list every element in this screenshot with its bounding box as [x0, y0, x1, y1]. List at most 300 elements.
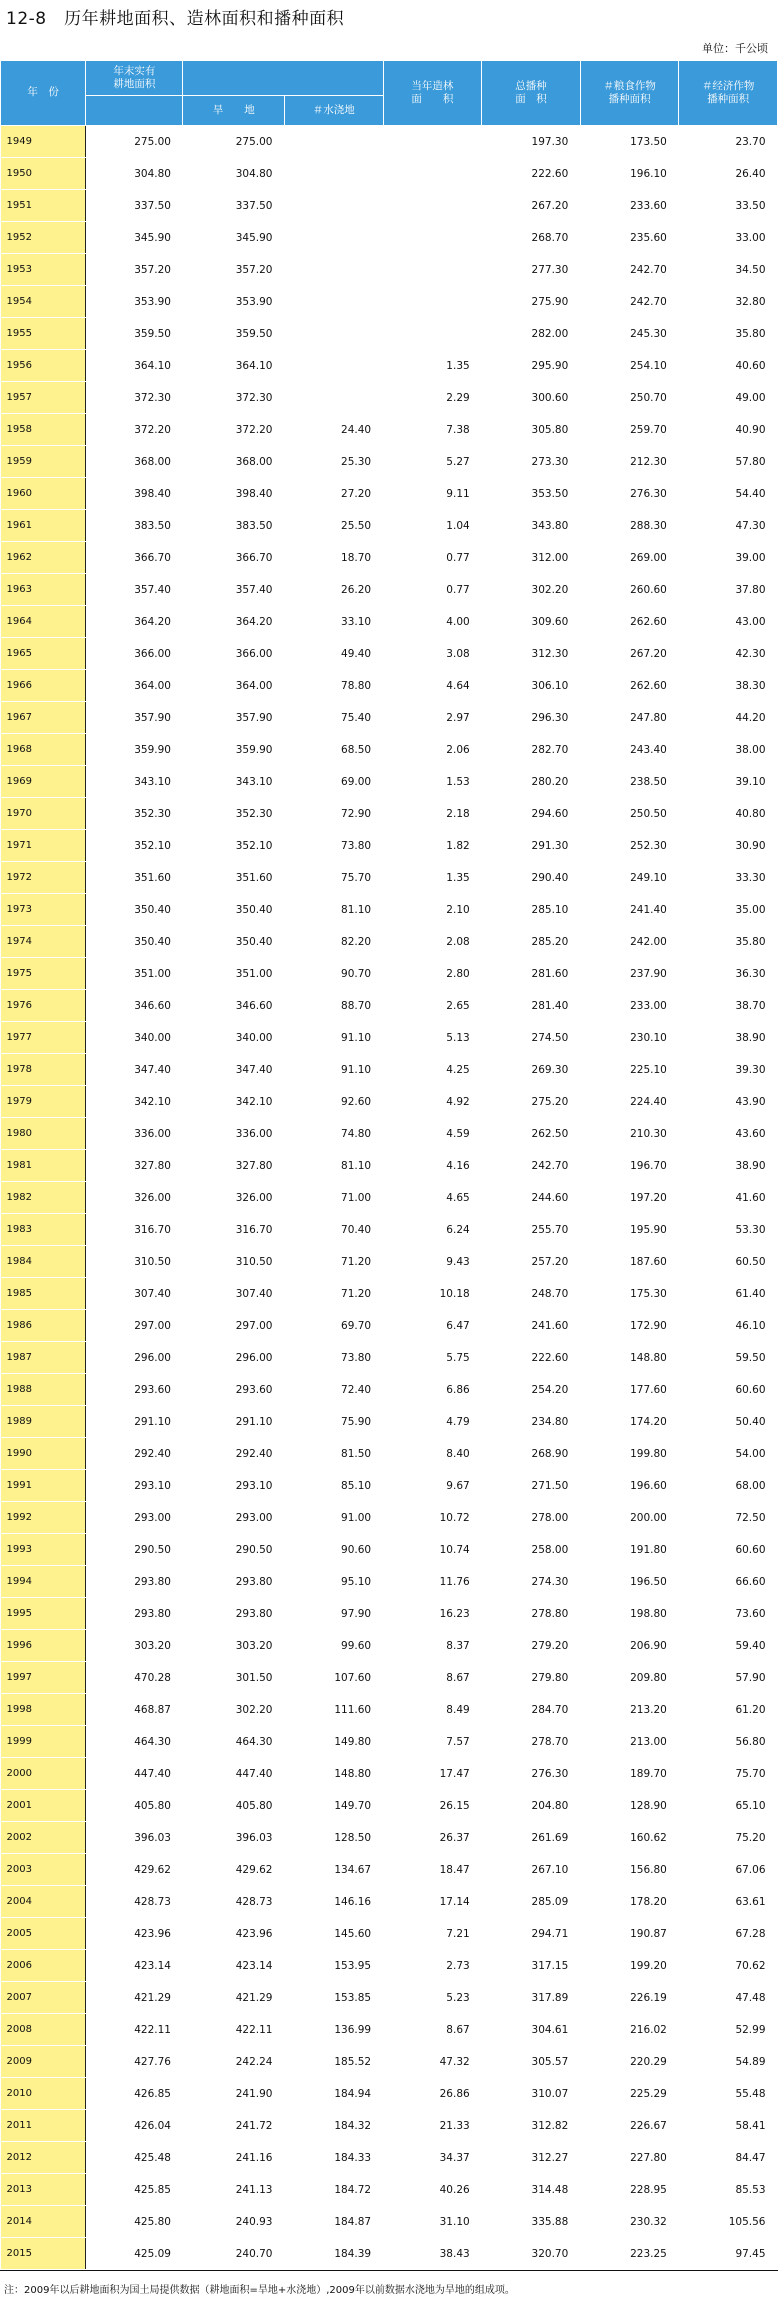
value-cell: 41.60 [679, 1182, 778, 1214]
value-cell: 91.00 [285, 1502, 384, 1534]
value-cell: 238.50 [580, 766, 679, 798]
value-cell: 187.60 [580, 1246, 679, 1278]
value-cell: 47.30 [679, 510, 778, 542]
table-row [1, 830, 778, 862]
value-cell: 383.50 [183, 510, 285, 542]
table-row [1, 1758, 778, 1790]
value-cell: 292.40 [183, 1438, 285, 1470]
header-blank [183, 61, 383, 96]
value-cell: 327.80 [86, 1150, 183, 1182]
value-cell: 37.80 [679, 574, 778, 606]
value-cell: 111.60 [285, 1694, 384, 1726]
value-cell: 39.00 [679, 542, 778, 574]
value-cell: 148.80 [285, 1758, 384, 1790]
value-cell: 357.90 [86, 702, 183, 734]
value-cell: 35.80 [679, 318, 778, 350]
value-cell: 6.24 [383, 1214, 482, 1246]
value-cell: 243.40 [580, 734, 679, 766]
value-cell: 284.70 [482, 1694, 581, 1726]
value-cell: 60.50 [679, 1246, 778, 1278]
value-cell: 197.20 [580, 1182, 679, 1214]
value-cell: 146.16 [285, 1886, 384, 1918]
year-cell: 1967 [1, 702, 86, 734]
table-row [1, 1086, 778, 1118]
table-row [1, 1470, 778, 1502]
table-bottom-rule [0, 2270, 778, 2271]
value-cell: 285.09 [482, 1886, 581, 1918]
value-cell [383, 158, 482, 190]
year-cell: 1953 [1, 254, 86, 286]
year-cell: 1985 [1, 1278, 86, 1310]
value-cell: 343.80 [482, 510, 581, 542]
value-cell: 35.00 [679, 894, 778, 926]
year-cell: 1968 [1, 734, 86, 766]
value-cell: 364.20 [183, 606, 285, 638]
value-cell: 421.29 [86, 1982, 183, 2014]
value-cell: 305.57 [482, 2046, 581, 2078]
value-cell: 405.80 [183, 1790, 285, 1822]
year-cell: 1978 [1, 1054, 86, 1086]
value-cell: 212.30 [580, 446, 679, 478]
value-cell: 8.37 [383, 1630, 482, 1662]
year-cell: 1975 [1, 958, 86, 990]
value-cell: 293.80 [86, 1598, 183, 1630]
value-cell: 340.00 [86, 1022, 183, 1054]
table-row [1, 1886, 778, 1918]
table-row [1, 1662, 778, 1694]
value-cell: 43.90 [679, 1086, 778, 1118]
value-cell: 75.70 [679, 1758, 778, 1790]
table-row [1, 1406, 778, 1438]
value-cell: 60.60 [679, 1534, 778, 1566]
value-cell: 257.20 [482, 1246, 581, 1278]
year-cell: 2000 [1, 1758, 86, 1790]
year-cell: 2003 [1, 1854, 86, 1886]
value-cell: 225.29 [580, 2078, 679, 2110]
value-cell: 174.20 [580, 1406, 679, 1438]
value-cell: 302.20 [482, 574, 581, 606]
table-row [1, 254, 778, 286]
value-cell: 278.00 [482, 1502, 581, 1534]
value-cell: 320.70 [482, 2238, 581, 2270]
value-cell: 31.10 [383, 2206, 482, 2238]
value-cell: 230.10 [580, 1022, 679, 1054]
year-cell: 1989 [1, 1406, 86, 1438]
year-cell: 1952 [1, 222, 86, 254]
value-cell: 173.50 [580, 126, 679, 158]
value-cell: 33.10 [285, 606, 384, 638]
value-cell: 240.93 [183, 2206, 285, 2238]
value-cell: 352.30 [86, 798, 183, 830]
value-cell: 6.47 [383, 1310, 482, 1342]
value-cell: 422.11 [86, 2014, 183, 2046]
table-row [1, 542, 778, 574]
value-cell: 425.48 [86, 2142, 183, 2174]
value-cell: 309.60 [482, 606, 581, 638]
value-cell: 42.30 [679, 638, 778, 670]
value-cell: 57.90 [679, 1662, 778, 1694]
value-cell: 291.10 [183, 1406, 285, 1438]
value-cell: 222.60 [482, 1342, 581, 1374]
value-cell: 396.03 [86, 1822, 183, 1854]
value-cell: 252.30 [580, 830, 679, 862]
value-cell: 233.00 [580, 990, 679, 1022]
table-row [1, 1374, 778, 1406]
value-cell [383, 190, 482, 222]
value-cell: 254.20 [482, 1374, 581, 1406]
value-cell [285, 286, 384, 318]
value-cell: 39.10 [679, 766, 778, 798]
year-cell: 1957 [1, 382, 86, 414]
value-cell: 366.00 [183, 638, 285, 670]
value-cell: 196.50 [580, 1566, 679, 1598]
year-cell: 1959 [1, 446, 86, 478]
year-cell: 1988 [1, 1374, 86, 1406]
value-cell: 240.70 [183, 2238, 285, 2270]
header-cash-label: ＃经济作物 播种面积 [701, 79, 755, 105]
value-cell: 310.50 [86, 1246, 183, 1278]
table-header [1, 61, 778, 126]
value-cell: 210.30 [580, 1118, 679, 1150]
value-cell: 297.00 [183, 1310, 285, 1342]
header-dry: 旱 地 [183, 96, 285, 126]
value-cell [285, 254, 384, 286]
table-row [1, 1694, 778, 1726]
value-cell: 153.95 [285, 1950, 384, 1982]
table-row [1, 1598, 778, 1630]
value-cell: 421.29 [183, 1982, 285, 2014]
value-cell: 156.80 [580, 1854, 679, 1886]
value-cell: 149.80 [285, 1726, 384, 1758]
value-cell: 5.13 [383, 1022, 482, 1054]
table-row [1, 894, 778, 926]
value-cell: 259.70 [580, 414, 679, 446]
value-cell: 350.40 [183, 894, 285, 926]
table-row [1, 318, 778, 350]
value-cell: 91.10 [285, 1054, 384, 1086]
value-cell: 73.80 [285, 1342, 384, 1374]
value-cell: 293.10 [86, 1470, 183, 1502]
value-cell: 7.21 [383, 1918, 482, 1950]
value-cell: 269.30 [482, 1054, 581, 1086]
table-row [1, 190, 778, 222]
value-cell: 145.60 [285, 1918, 384, 1950]
value-cell: 242.24 [183, 2046, 285, 2078]
value-cell: 82.20 [285, 926, 384, 958]
value-cell: 267.10 [482, 1854, 581, 1886]
table-row [1, 1246, 778, 1278]
value-cell: 425.80 [86, 2206, 183, 2238]
table-row [1, 350, 778, 382]
value-cell: 24.40 [285, 414, 384, 446]
value-cell: 273.30 [482, 446, 581, 478]
value-cell: 346.60 [183, 990, 285, 1022]
value-cell: 312.30 [482, 638, 581, 670]
value-cell: 336.00 [183, 1118, 285, 1150]
value-cell: 312.82 [482, 2110, 581, 2142]
value-cell: 4.65 [383, 1182, 482, 1214]
value-cell: 316.70 [183, 1214, 285, 1246]
value-cell: 36.30 [679, 958, 778, 990]
table-row [1, 1630, 778, 1662]
table-row [1, 2078, 778, 2110]
year-cell: 1994 [1, 1566, 86, 1598]
value-cell [285, 222, 384, 254]
year-cell: 1961 [1, 510, 86, 542]
unit-label: 单位：千公顷 [702, 42, 768, 55]
value-cell: 281.40 [482, 990, 581, 1022]
table-row [1, 2046, 778, 2078]
value-cell: 426.04 [86, 2110, 183, 2142]
value-cell: 4.64 [383, 670, 482, 702]
year-cell: 1997 [1, 1662, 86, 1694]
year-cell: 2004 [1, 1886, 86, 1918]
value-cell: 66.60 [679, 1566, 778, 1598]
table-row [1, 862, 778, 894]
value-cell: 290.50 [183, 1534, 285, 1566]
value-cell: 275.00 [183, 126, 285, 158]
value-cell: 39.30 [679, 1054, 778, 1086]
value-cell: 372.20 [183, 414, 285, 446]
year-cell: 1960 [1, 478, 86, 510]
value-cell: 1.04 [383, 510, 482, 542]
value-cell: 7.38 [383, 414, 482, 446]
value-cell: 290.50 [86, 1534, 183, 1566]
value-cell: 0.77 [383, 542, 482, 574]
value-cell [383, 286, 482, 318]
value-cell: 423.96 [86, 1918, 183, 1950]
value-cell: 73.60 [679, 1598, 778, 1630]
value-cell: 294.60 [482, 798, 581, 830]
year-cell: 2010 [1, 2078, 86, 2110]
header-cultivated-label: 年末实有 耕地面积 [113, 64, 156, 90]
value-cell: 5.23 [383, 1982, 482, 2014]
value-cell: 4.00 [383, 606, 482, 638]
value-cell: 247.80 [580, 702, 679, 734]
value-cell: 59.40 [679, 1630, 778, 1662]
year-cell: 1992 [1, 1502, 86, 1534]
value-cell: 6.86 [383, 1374, 482, 1406]
value-cell: 357.40 [183, 574, 285, 606]
value-cell: 2.29 [383, 382, 482, 414]
value-cell: 85.10 [285, 1470, 384, 1502]
value-cell: 61.20 [679, 1694, 778, 1726]
value-cell: 1.35 [383, 862, 482, 894]
value-cell: 8.40 [383, 1438, 482, 1470]
header-cultivated-sub [86, 96, 183, 126]
value-cell: 33.50 [679, 190, 778, 222]
value-cell: 38.43 [383, 2238, 482, 2270]
value-cell: 85.53 [679, 2174, 778, 2206]
table-row [1, 1854, 778, 1886]
value-cell: 350.40 [183, 926, 285, 958]
value-cell: 26.37 [383, 1822, 482, 1854]
value-cell: 2.80 [383, 958, 482, 990]
value-cell: 184.94 [285, 2078, 384, 2110]
value-cell: 196.10 [580, 158, 679, 190]
value-cell: 1.53 [383, 766, 482, 798]
year-cell: 1986 [1, 1310, 86, 1342]
value-cell: 5.75 [383, 1342, 482, 1374]
value-cell [285, 318, 384, 350]
value-cell: 199.20 [580, 1950, 679, 1982]
value-cell: 297.00 [86, 1310, 183, 1342]
value-cell: 425.85 [86, 2174, 183, 2206]
year-cell: 1970 [1, 798, 86, 830]
value-cell: 175.30 [580, 1278, 679, 1310]
value-cell: 303.20 [86, 1630, 183, 1662]
value-cell: 153.85 [285, 1982, 384, 2014]
value-cell: 81.10 [285, 894, 384, 926]
value-cell: 296.00 [183, 1342, 285, 1374]
value-cell: 241.40 [580, 894, 679, 926]
year-cell: 1966 [1, 670, 86, 702]
value-cell: 9.67 [383, 1470, 482, 1502]
value-cell: 357.20 [86, 254, 183, 286]
table-row [1, 158, 778, 190]
value-cell: 372.30 [86, 382, 183, 414]
table-row [1, 1054, 778, 1086]
value-cell: 303.20 [183, 1630, 285, 1662]
value-cell: 33.00 [679, 222, 778, 254]
value-cell: 91.10 [285, 1022, 384, 1054]
value-cell: 69.00 [285, 766, 384, 798]
value-cell: 282.00 [482, 318, 581, 350]
value-cell: 34.37 [383, 2142, 482, 2174]
value-cell: 68.00 [679, 1470, 778, 1502]
value-cell: 275.90 [482, 286, 581, 318]
value-cell: 4.59 [383, 1118, 482, 1150]
value-cell: 2.10 [383, 894, 482, 926]
value-cell: 366.00 [86, 638, 183, 670]
year-cell: 2011 [1, 2110, 86, 2142]
year-cell: 1949 [1, 126, 86, 158]
value-cell: 260.60 [580, 574, 679, 606]
value-cell: 359.90 [86, 734, 183, 766]
value-cell: 357.20 [183, 254, 285, 286]
value-cell: 250.50 [580, 798, 679, 830]
value-cell: 244.60 [482, 1182, 581, 1214]
year-cell: 2007 [1, 1982, 86, 2014]
value-cell: 250.70 [580, 382, 679, 414]
value-cell: 40.80 [679, 798, 778, 830]
value-cell: 276.30 [580, 478, 679, 510]
value-cell: 1.35 [383, 350, 482, 382]
value-cell: 67.06 [679, 1854, 778, 1886]
table-row [1, 1214, 778, 1246]
value-cell: 262.50 [482, 1118, 581, 1150]
value-cell: 241.72 [183, 2110, 285, 2142]
value-cell: 351.00 [183, 958, 285, 990]
year-cell: 1996 [1, 1630, 86, 1662]
value-cell: 342.10 [86, 1086, 183, 1118]
value-cell: 307.40 [86, 1278, 183, 1310]
value-cell: 172.90 [580, 1310, 679, 1342]
value-cell: 72.90 [285, 798, 384, 830]
table-row [1, 766, 778, 798]
value-cell: 2.08 [383, 926, 482, 958]
value-cell: 70.40 [285, 1214, 384, 1246]
table-row [1, 1950, 778, 1982]
value-cell: 347.40 [183, 1054, 285, 1086]
value-cell: 72.50 [679, 1502, 778, 1534]
table-row [1, 222, 778, 254]
value-cell: 372.20 [86, 414, 183, 446]
value-cell: 148.80 [580, 1342, 679, 1374]
value-cell: 84.47 [679, 2142, 778, 2174]
header-grain [580, 61, 679, 126]
value-cell: 224.40 [580, 1086, 679, 1118]
value-cell: 293.80 [183, 1566, 285, 1598]
value-cell: 216.02 [580, 2014, 679, 2046]
value-cell: 23.70 [679, 126, 778, 158]
value-cell: 340.00 [183, 1022, 285, 1054]
value-cell: 364.10 [86, 350, 183, 382]
value-cell: 38.90 [679, 1022, 778, 1054]
value-cell: 351.60 [86, 862, 183, 894]
value-cell: 61.40 [679, 1278, 778, 1310]
year-cell: 1976 [1, 990, 86, 1022]
header-afforest [383, 61, 482, 126]
value-cell: 305.80 [482, 414, 581, 446]
value-cell: 353.50 [482, 478, 581, 510]
value-cell: 274.30 [482, 1566, 581, 1598]
value-cell: 17.14 [383, 1886, 482, 1918]
value-cell: 372.30 [183, 382, 285, 414]
value-cell: 304.80 [183, 158, 285, 190]
value-cell: 220.29 [580, 2046, 679, 2078]
value-cell: 242.00 [580, 926, 679, 958]
value-cell: 428.73 [86, 1886, 183, 1918]
table-row [1, 638, 778, 670]
value-cell: 235.60 [580, 222, 679, 254]
value-cell: 26.86 [383, 2078, 482, 2110]
value-cell: 281.60 [482, 958, 581, 990]
year-cell: 1999 [1, 1726, 86, 1758]
value-cell: 4.92 [383, 1086, 482, 1118]
value-cell: 11.76 [383, 1566, 482, 1598]
table-row [1, 1566, 778, 1598]
value-cell: 7.57 [383, 1726, 482, 1758]
value-cell: 49.00 [679, 382, 778, 414]
value-cell: 423.96 [183, 1918, 285, 1950]
value-cell: 184.32 [285, 2110, 384, 2142]
value-cell: 262.60 [580, 670, 679, 702]
value-cell: 8.67 [383, 1662, 482, 1694]
table-row [1, 1502, 778, 1534]
year-cell: 1981 [1, 1150, 86, 1182]
value-cell: 81.50 [285, 1438, 384, 1470]
value-cell: 16.23 [383, 1598, 482, 1630]
value-cell: 337.50 [183, 190, 285, 222]
value-cell: 195.90 [580, 1214, 679, 1246]
year-cell: 1971 [1, 830, 86, 862]
value-cell: 21.33 [383, 2110, 482, 2142]
value-cell: 226.67 [580, 2110, 679, 2142]
value-cell: 43.00 [679, 606, 778, 638]
value-cell: 35.80 [679, 926, 778, 958]
value-cell: 359.50 [86, 318, 183, 350]
header-cultivated [86, 61, 183, 96]
value-cell [383, 318, 482, 350]
value-cell: 67.28 [679, 1918, 778, 1950]
header-irrigated: ＃水浇地 [285, 96, 384, 126]
value-cell: 426.85 [86, 2078, 183, 2110]
table-row [1, 734, 778, 766]
value-cell: 359.50 [183, 318, 285, 350]
value-cell: 46.10 [679, 1310, 778, 1342]
value-cell: 343.10 [183, 766, 285, 798]
